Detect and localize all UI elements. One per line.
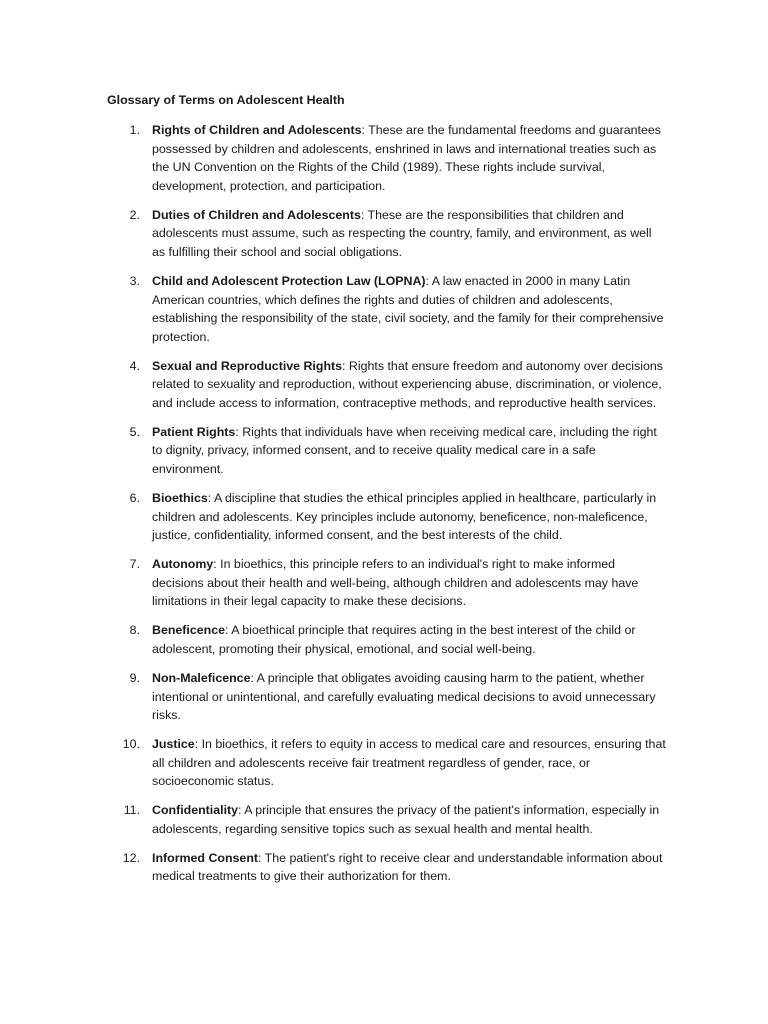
entry-term: Confidentiality bbox=[152, 803, 239, 818]
entry-number: 7. bbox=[129, 557, 140, 572]
entry-term: Child and Adolescent Protection Law (LOPNA) bbox=[152, 273, 426, 288]
entry-term: Rights of Children and Adolescents bbox=[152, 123, 362, 137]
glossary-entry bbox=[107, 669, 667, 725]
entry-definition: : In bioethics, it refers to equity in access to medical care and resources, ensuring that all children and adolescents receive fair treatment regardless of gender, race, or socioeconomic status. bbox=[152, 737, 666, 789]
glossary-entry bbox=[107, 423, 667, 479]
entry-definition: : A principle that ensures the privacy of the patient's information, especially in adolescents, regarding sensitive topics such as sexual health and mental health. bbox=[152, 803, 660, 836]
entry-number: 11. bbox=[123, 803, 140, 818]
entry-number: 1. bbox=[129, 123, 140, 137]
document-title: Glossary of Terms on Adolescent Health bbox=[107, 93, 345, 107]
glossary-entry bbox=[107, 489, 667, 545]
entry-number: 4. bbox=[129, 358, 140, 373]
glossary-entry bbox=[107, 801, 667, 838]
glossary-entry bbox=[107, 206, 667, 262]
entry-term: Bioethics bbox=[152, 491, 208, 506]
entry-term: Duties of Children and Adolescents bbox=[152, 207, 361, 222]
glossary-entry bbox=[107, 555, 667, 611]
entry-number: 5. bbox=[129, 424, 140, 439]
entry-term: Autonomy bbox=[152, 557, 214, 572]
entry-definition: : A discipline that studies the ethical principles applied in healthcare, particularly in children and adolescents. Key principles include autonomy, beneficence, non-maleficence, justice, confidentiality, informed consent, and the best interests of the child. bbox=[152, 491, 657, 543]
entry-number: 6. bbox=[129, 491, 140, 506]
entry-term: Informed Consent bbox=[152, 850, 259, 865]
entry-definition: : Rights that individuals have when receiving medical care, including the right to dignity, privacy, informed consent, and to receive quality medical care in a safe environment. bbox=[152, 424, 657, 477]
entry-definition: : Rights that ensure freedom and autonomy over decisions related to sexuality and reproduction, without experiencing abuse, discrimination, or violence, and include access to information, contraceptive methods, and reproductive health services. bbox=[152, 358, 663, 410]
entry-term: Justice bbox=[152, 737, 195, 752]
entry-definition: : These are the responsibilities that children and adolescents must assume, such as respecting the country, family, and environment, as well as fulfilling their school and social obligations. bbox=[152, 207, 652, 259]
entry-definition: : A law enacted in 2000 in many Latin American countries, which defines the rights and duties of children and adolescents, establishing the responsibility of the state, civil society, and the family for their comprehensive protection. bbox=[152, 273, 664, 344]
glossary-entry bbox=[107, 735, 667, 791]
glossary-entry bbox=[107, 357, 667, 413]
entry-number: 9. bbox=[129, 670, 140, 685]
glossary-entry bbox=[107, 272, 667, 346]
glossary-entry bbox=[107, 849, 667, 886]
entry-definition: : In bioethics, this principle refers to an individual's right to make informed decisions about their health and well-being, although children and adolescents may have limitations in their legal capacity to make these decisions. bbox=[152, 557, 639, 609]
entry-term: Sexual and Reproductive Rights bbox=[152, 358, 343, 373]
entry-definition: : A bioethical principle that requires acting in the best interest of the child or adolescent, promoting their physical, emotional, and social well-being. bbox=[152, 623, 636, 656]
glossary-entry bbox=[107, 621, 667, 658]
glossary-entry bbox=[107, 121, 667, 195]
entry-term: Patient Rights bbox=[152, 424, 236, 439]
entry-definition: : A principle that obligates avoiding causing harm to the patient, whether intentional or unintentional, and carefully evaluating medical decisions to avoid unnecessary risks. bbox=[152, 670, 656, 723]
entry-definition: : These are the fundamental freedoms and guarantees possessed by children and adolescents, enshrined in laws and international treaties such as the UN Convention on the Rights of the Child (1989). These rights include survival, development, protection, and participation. bbox=[152, 123, 661, 193]
entry-definition: : The patient's right to receive clear and understandable information about medical treatments to give their authorization for them. bbox=[152, 850, 663, 884]
entry-number: 3. bbox=[129, 273, 140, 288]
entry-term: Beneficence bbox=[152, 623, 226, 638]
glossary-list bbox=[107, 121, 667, 896]
entry-number: 8. bbox=[129, 623, 140, 638]
entry-term: Non-Maleficence bbox=[152, 670, 251, 685]
entry-number: 10. bbox=[122, 737, 140, 752]
entry-number: 12. bbox=[122, 850, 140, 865]
entry-number: 2. bbox=[129, 207, 140, 222]
